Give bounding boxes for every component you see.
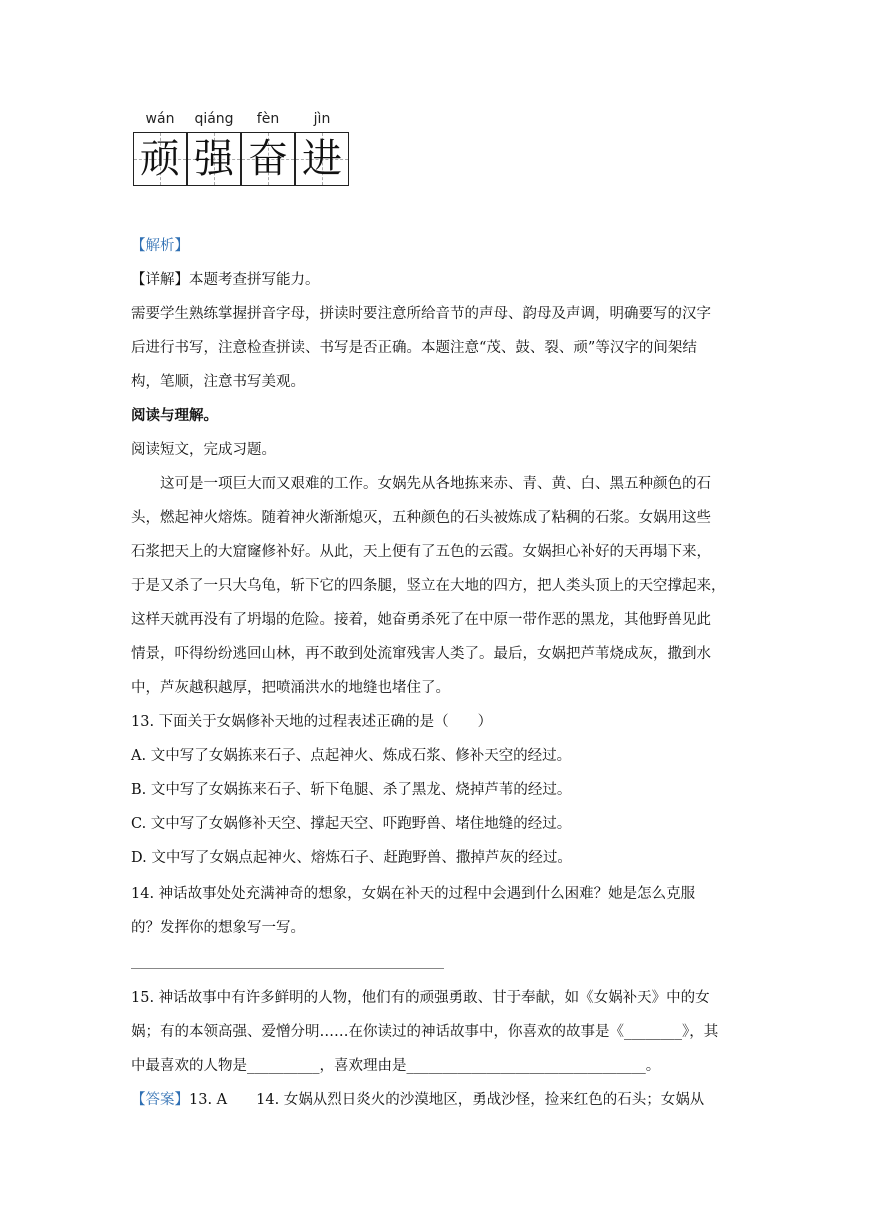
analysis-label: 【解析】 bbox=[131, 238, 189, 254]
q13-option-a: A. 文中写了女娲拣来石子、点起神火、炼成石浆、修补天空的经过。 bbox=[131, 748, 572, 764]
grid-char: 进 bbox=[302, 136, 342, 182]
section-title: 阅读与理解。 bbox=[131, 408, 218, 424]
q13-option-d: D. 文中写了女娲点起神火、熔炼石子、赶跑野兽、撒掉芦灰的经过。 bbox=[131, 850, 572, 866]
pinyin-2: qiáng bbox=[194, 111, 234, 127]
passage-line-3: 石浆把天上的大窟窿修补好。从此，天上便有了五色的云霞。女娲担心补好的天再塌下来， bbox=[131, 544, 711, 560]
grid-char: 奋 bbox=[248, 136, 288, 182]
passage-line-4: 于是又杀了一只大乌龟，斩下它的四条腿，竖立在大地的四方，把人类头顶上的天空撑起来， bbox=[131, 578, 726, 594]
instruction: 阅读短文，完成习题。 bbox=[131, 442, 276, 458]
explain-line-2: 后进行书写，注意检查拼读、书写是否正确。本题注意“茂、鼓、裂、顽”等汉字的间架结 bbox=[131, 340, 697, 356]
passage-line-5: 这样天就再没有了坍塌的危险。接着，她奋勇杀死了在中原一带作恶的黑龙，其他野兽见此 bbox=[131, 612, 711, 628]
q14-line-2: 的？发挥你的想象写一写。 bbox=[131, 920, 305, 936]
answer-label: 【答案】 bbox=[131, 1092, 189, 1108]
passage-line-2: 头，燃起神火熔炼。随着神火渐渐熄灭，五种颜色的石头被炼成了粘稠的石浆。女娲用这些 bbox=[131, 510, 711, 526]
grid-char: 强 bbox=[194, 136, 234, 182]
grid-char: 顽 bbox=[140, 136, 180, 182]
q13-option-c: C. 文中写了女娲修补天空、撑起天空、吓跑野兽、堵住地缝的经过。 bbox=[131, 816, 572, 832]
q15-line-2: 娲；有的本领高强、爱憎分明……在你读过的神话故事中，你喜欢的故事是《________》，其 bbox=[131, 1024, 719, 1040]
q15-line-1: 15. 神话故事中有许多鲜明的人物，他们有的顽强勇敢、甘于奉献，如《女娲补天》中的女 bbox=[131, 990, 710, 1006]
answer-blank-line bbox=[131, 968, 444, 969]
q15-line-3: 中最喜欢的人物是__________，喜欢理由是_________________________________。 bbox=[131, 1058, 661, 1074]
pinyin-row bbox=[133, 111, 349, 131]
grid-cell bbox=[187, 132, 241, 186]
explain-line-1: 需要学生熟练掌握拼音字母，拼读时要注意所给音节的声母、韵母及声调，明确要写的汉字 bbox=[131, 306, 711, 322]
character-grid bbox=[133, 132, 349, 186]
grid-cell bbox=[295, 132, 349, 186]
pinyin-1: wán bbox=[145, 111, 175, 127]
pinyin-3: fèn bbox=[256, 111, 280, 127]
detail-line: 【详解】本题考查拼写能力。 bbox=[131, 272, 320, 288]
passage-line-1: 这可是一项巨大而又艰难的工作。女娲先从各地拣来赤、青、黄、白、黑五种颜色的石 bbox=[160, 476, 711, 492]
q13-stem: 13. 下面关于女娲修补天地的过程表述正确的是（ ） bbox=[131, 714, 493, 730]
q14-line-1: 14. 神话故事处处充满神奇的想象，女娲在补天的过程中会遇到什么困难？她是怎么克服 bbox=[131, 886, 696, 902]
explain-line-3: 构，笔顺，注意书写美观。 bbox=[131, 374, 305, 390]
pinyin-4: jìn bbox=[313, 111, 331, 127]
grid-cell bbox=[241, 132, 295, 186]
answer-line bbox=[131, 1090, 741, 1110]
q13-option-b: B. 文中写了女娲拣来石子、斩下龟腿、杀了黑龙、烧掉芦苇的经过。 bbox=[131, 782, 572, 798]
passage-line-7: 中，芦灰越积越厚，把喷涌洪水的地缝也堵住了。 bbox=[131, 680, 450, 696]
passage-line-6: 情景，吓得纷纷逃回山林，再不敢到处流窜残害人类了。最后，女娲把芦苇烧成灰，撒到水 bbox=[131, 646, 711, 662]
answer-text: 13. A 14. 女娲从烈日炎火的沙漠地区，勇战沙怪，捡来红色的石头；女娲从 bbox=[189, 1092, 705, 1108]
grid-cell bbox=[133, 132, 187, 186]
